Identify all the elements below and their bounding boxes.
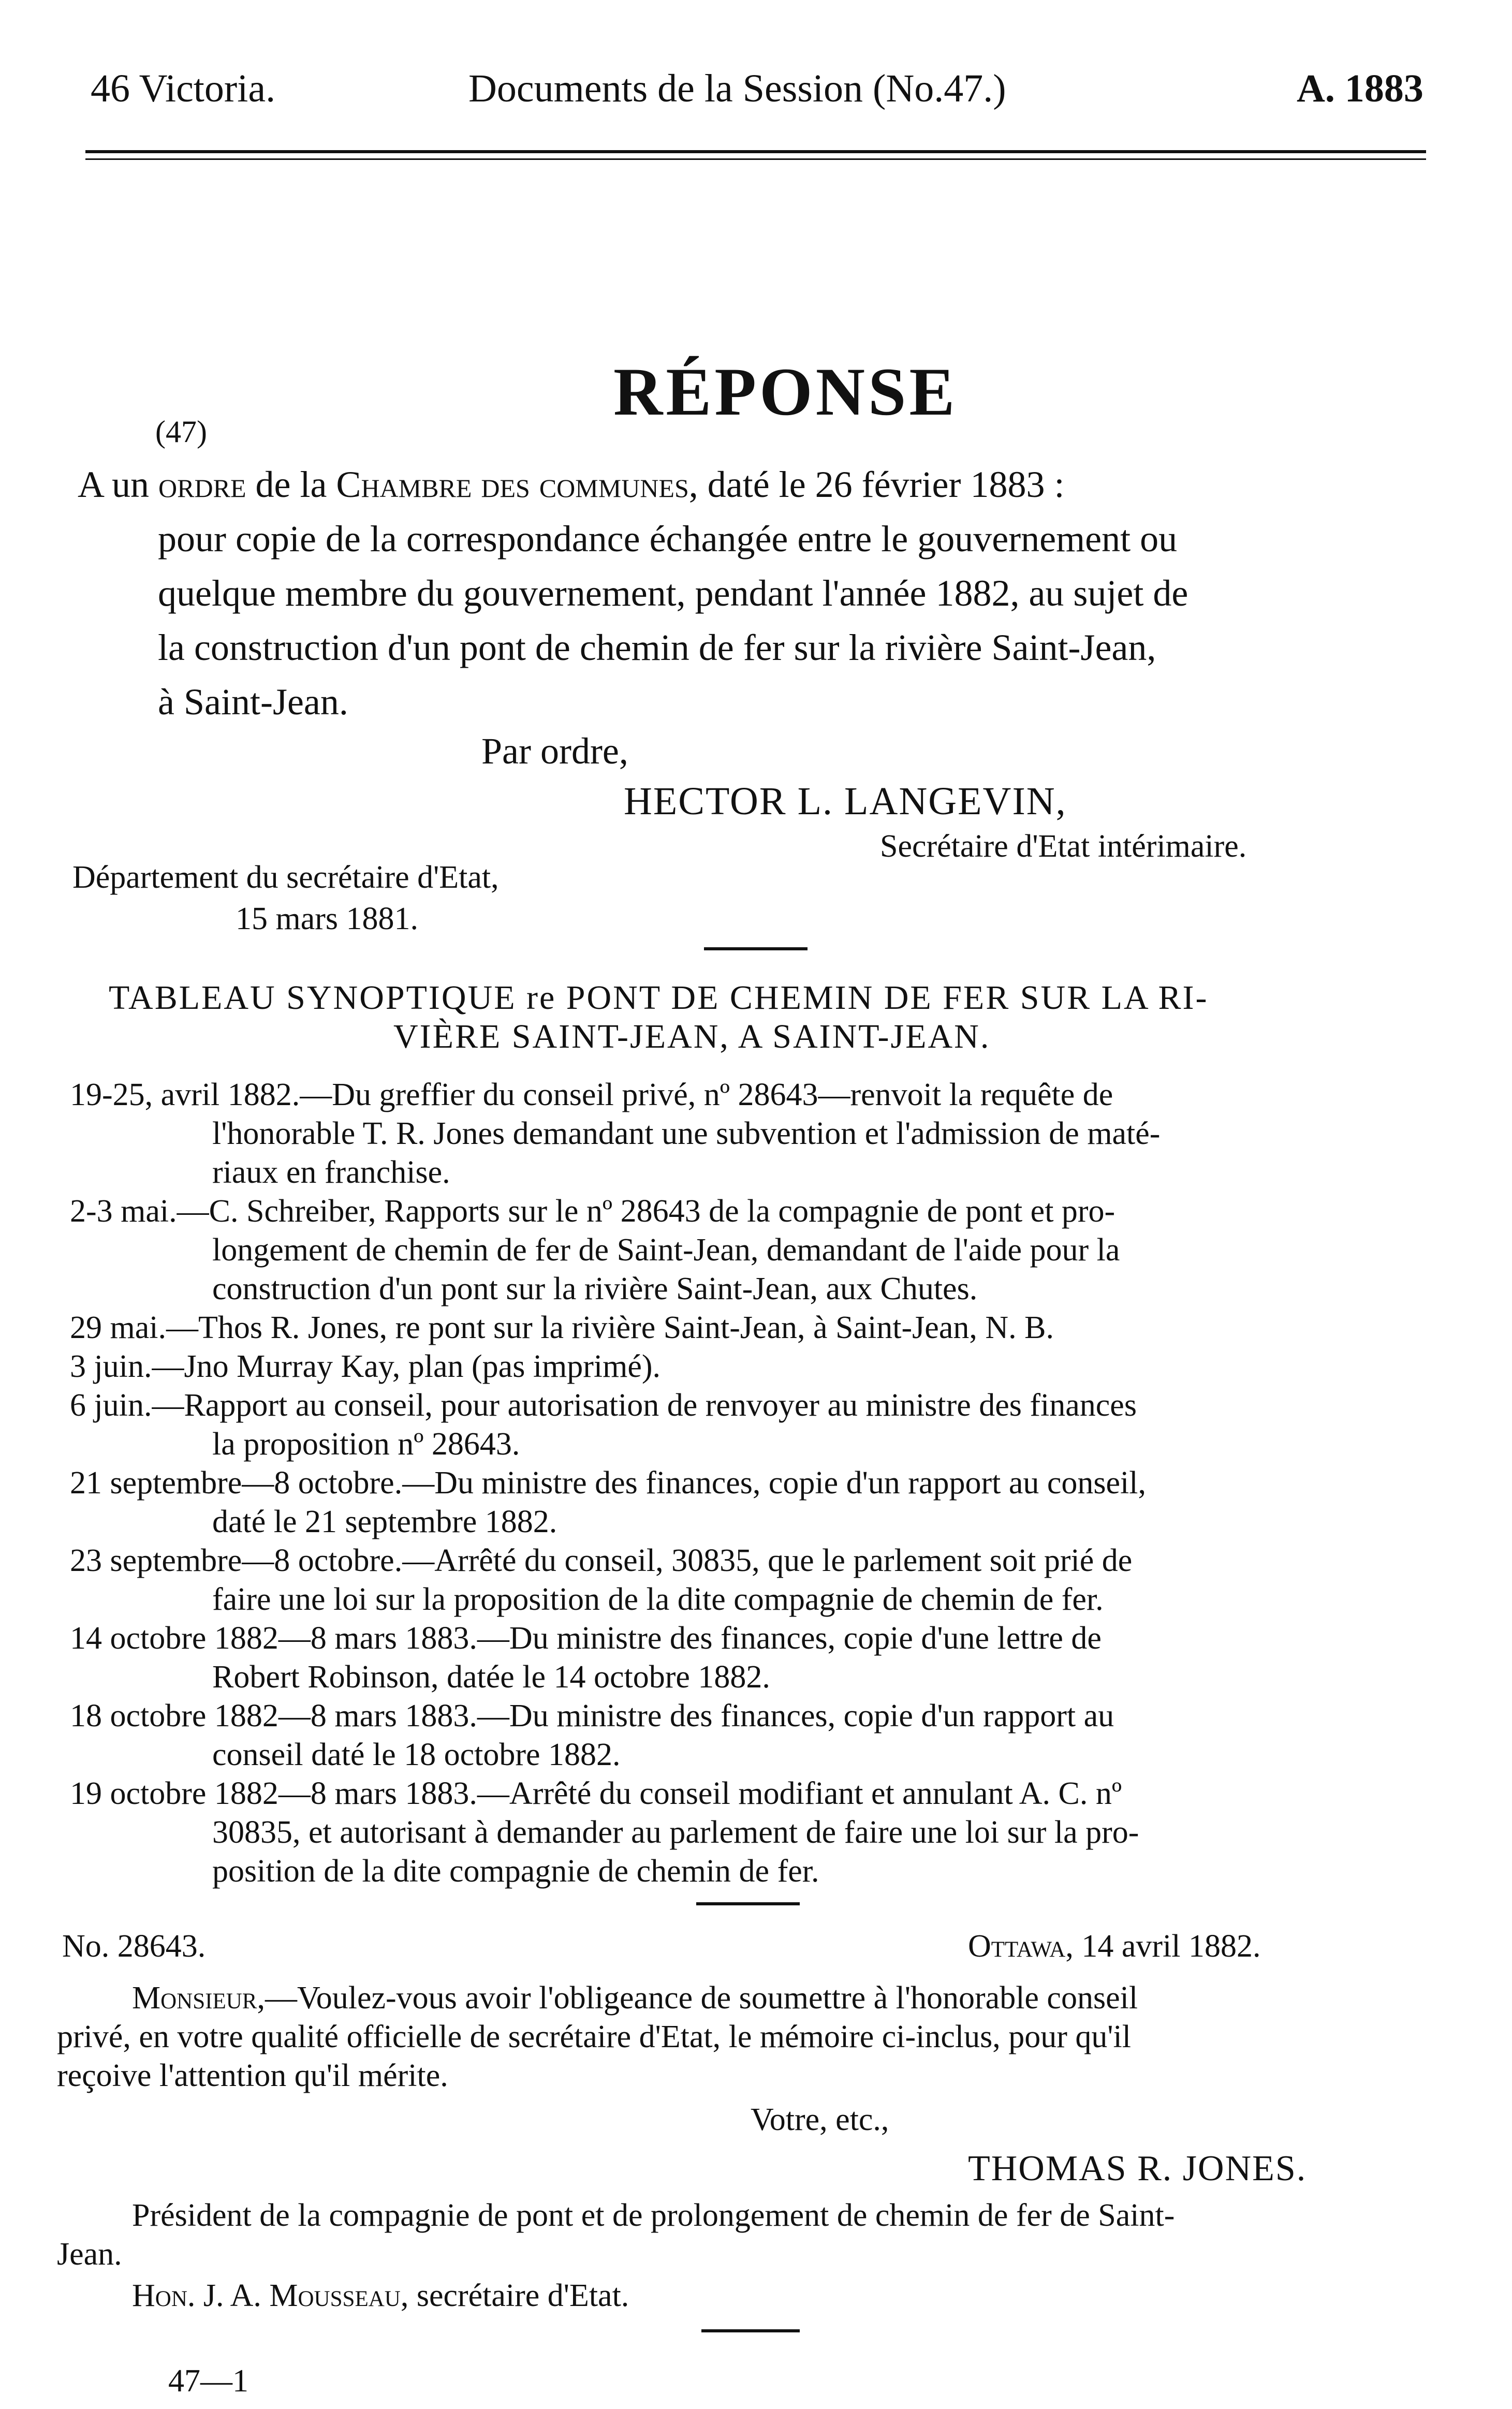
- intro-ordre: ordre: [158, 464, 246, 505]
- table-line: la proposition nº 28643.: [212, 1427, 520, 1462]
- letter-body-2: privé, en votre qualité officielle de secrétaire d'Etat, le mémoire ci-inclus, pour qu'il: [57, 2019, 1132, 2054]
- letter-body-1: [132, 1980, 1138, 2017]
- table-line: 30835, et autorisant à demander au parlement de faire une loi sur la pro-: [212, 1815, 1139, 1850]
- signatory-title: Secrétaire d'Etat intérimaire.: [880, 829, 1247, 864]
- table-line: 19-25, avril 1882.—Du greffier du conseil privé, nº 28643—renvoit la requête de: [70, 1077, 1113, 1112]
- header-year: A. 1883: [1297, 67, 1423, 110]
- department-date: 15 mars 1881.: [236, 901, 419, 936]
- table-line: 21 septembre—8 octobre.—Du ministre des finances, copie d'un rapport au conseil,: [70, 1465, 1146, 1501]
- section-divider-2: [696, 1902, 800, 1905]
- intro-line-5: à Saint-Jean.: [158, 681, 348, 723]
- intro-line-4: la construction d'un pont de chemin de fer sur la rivière Saint-Jean,: [158, 627, 1156, 668]
- document-title: RÉPONSE: [613, 354, 958, 430]
- table-title-line-1: TABLEAU SYNOPTIQUE re PONT DE CHEMIN DE FER SUR LA RI-: [109, 979, 1209, 1017]
- signatory-name: HECTOR L. LANGEVIN,: [624, 780, 1067, 823]
- header-session: 46 Victoria.: [91, 67, 276, 110]
- table-line: construction d'un pont sur la rivière Saint-Jean, aux Chutes.: [212, 1271, 978, 1306]
- table-line: conseil daté le 18 octobre 1882.: [212, 1737, 621, 1772]
- intro-line-1: [78, 463, 1065, 506]
- letter-date: , 14 avril 1882.: [1065, 1929, 1261, 1964]
- letter-addressee: [132, 2278, 629, 2314]
- table-line: 2-3 mai.—C. Schreiber, Rapports sur le nº 28643 de la compagnie de pont et pro-: [70, 1194, 1115, 1229]
- letter-place: Ottawa: [968, 1929, 1066, 1964]
- addressee-title: , secrétaire d'Etat.: [400, 2278, 629, 2313]
- intro-de-la: de la: [255, 464, 327, 505]
- intro-line-2: pour copie de la correspondance échangée entre le gouvernement ou: [158, 518, 1178, 560]
- intro-line-3: quelque membre du gouvernement, pendant l'année 1882, au sujet de: [158, 572, 1188, 614]
- addressee-initials: . J. A.: [187, 2278, 261, 2313]
- header-rule-bottom: [85, 158, 1426, 160]
- par-ordre: Par ordre,: [481, 730, 628, 772]
- table-line: Robert Robinson, datée le 14 octobre 1882.: [212, 1659, 770, 1695]
- section-divider-1: [704, 947, 808, 950]
- table-line: longement de chemin de fer de Saint-Jean, demandant de l'aide pour la: [212, 1232, 1120, 1268]
- section-divider-3: [701, 2329, 800, 2332]
- table-line: faire une loi sur la proposition de la dite compagnie de chemin de fer.: [212, 1582, 1104, 1617]
- table-line: 3 juin.—Jno Murray Kay, plan (pas imprimé).: [70, 1349, 661, 1384]
- letter-body-3: reçoive l'attention qu'il mérite.: [57, 2058, 448, 2093]
- letter-dateline: [968, 1928, 1260, 1965]
- intro-date: , daté le 26 février 1883 :: [688, 464, 1065, 505]
- table-line: l'honorable T. R. Jones demandant une subvention et l'admission de maté-: [212, 1116, 1161, 1151]
- letter-role-1: Président de la compagnie de pont et de prolongement de chemin de fer de Saint-: [132, 2198, 1175, 2233]
- header-rule-top: [85, 150, 1426, 153]
- intro-a: A un: [78, 464, 150, 505]
- letter-number: No. 28643.: [62, 1929, 206, 1964]
- intro-chambre: Chambre des communes: [336, 464, 689, 505]
- addressee-hon: Hon: [132, 2278, 187, 2313]
- addressee-name: Mousseau: [269, 2278, 401, 2313]
- table-line: 6 juin.—Rapport au conseil, pour autorisation de renvoyer au ministre des finances: [70, 1388, 1137, 1423]
- letter-salutation: Monsieur: [132, 1980, 257, 2016]
- table-line: 23 septembre—8 octobre.—Arrêté du conseil, 30835, que le parlement soit prié de: [70, 1543, 1133, 1578]
- table-line: daté le 21 septembre 1882.: [212, 1504, 557, 1539]
- letter-signature: THOMAS R. JONES.: [968, 2149, 1307, 2188]
- table-title-line-2: VIÈRE SAINT-JEAN, A SAINT-JEAN.: [393, 1018, 991, 1055]
- table-line: 14 octobre 1882—8 mars 1883.—Du ministre des finances, copie d'une lettre de: [70, 1621, 1102, 1656]
- page-footer-signature: 47—1: [168, 2363, 248, 2399]
- department: Département du secrétaire d'Etat,: [72, 860, 499, 895]
- table-line: riaux en franchise.: [212, 1155, 450, 1190]
- letter-closing: Votre, etc.,: [751, 2102, 889, 2137]
- table-line: 18 octobre 1882—8 mars 1883.—Du ministre des finances, copie d'un rapport au: [70, 1698, 1114, 1734]
- table-line: 29 mai.—Thos R. Jones, re pont sur la rivière Saint-Jean, à Saint-Jean, N. B.: [70, 1310, 1054, 1345]
- table-line: position de la dite compagnie de chemin de fer.: [212, 1854, 819, 1889]
- table-line: 19 octobre 1882—8 mars 1883.—Arrêté du conseil modifiant et annulant A. C. nº: [70, 1776, 1122, 1811]
- document-number: (47): [155, 415, 207, 449]
- letter-body-1-text: ,—Voulez-vous avoir l'obligeance de soumettre à l'honorable conseil: [257, 1980, 1138, 2016]
- letter-role-2: Jean.: [57, 2237, 122, 2272]
- header-title: Documents de la Session (No.47.): [468, 67, 1006, 110]
